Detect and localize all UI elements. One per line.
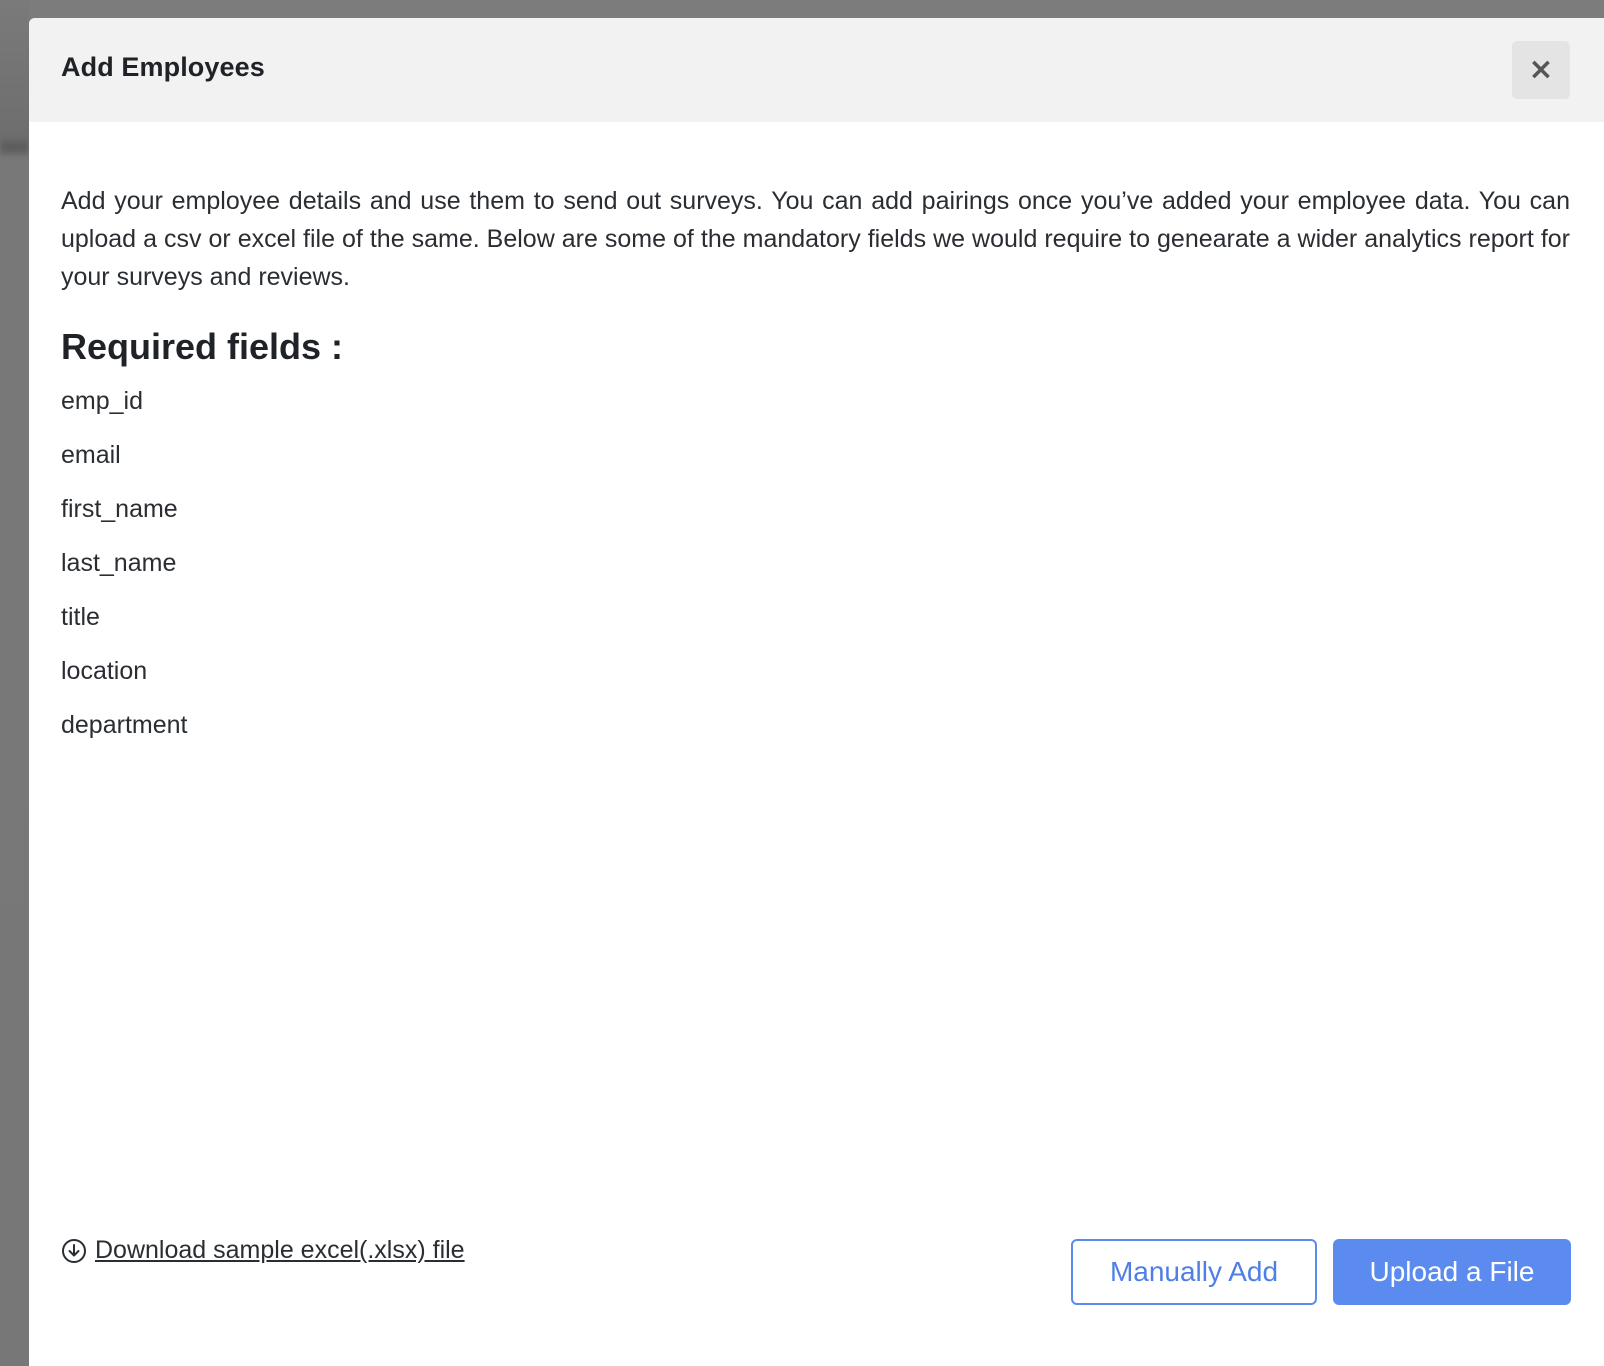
page-backdrop	[0, 0, 29, 1366]
download-sample-label: Download sample excel(.xlsx) file	[95, 1236, 465, 1264]
close-icon: ×	[1528, 52, 1554, 87]
modal-header	[29, 18, 1604, 122]
download-sample-link[interactable]	[61, 1236, 465, 1265]
add-employees-modal	[29, 18, 1604, 1366]
required-field-location: location	[61, 657, 148, 685]
manually-add-button[interactable]: Manually Add	[1071, 1239, 1317, 1305]
download-circle-icon	[61, 1238, 87, 1264]
upload-file-button[interactable]: Upload a File	[1333, 1239, 1571, 1305]
required-field-last-name: last_name	[61, 549, 177, 577]
required-field-email: email	[61, 441, 121, 469]
required-fields-heading: Required fields :	[61, 326, 344, 367]
intro-text: Add your employee details and use them to send out surveys. You can add pairings once you’ve added your employee data. You can upload a csv or excel file of the same. Below are some of the mandatory fields we would require to genearate a wider analytics report for your surveys and reviews.	[61, 187, 1570, 291]
required-field-title: title	[61, 603, 100, 631]
required-field-first-name: first_name	[61, 495, 178, 523]
close-button[interactable]	[1512, 41, 1570, 99]
required-field-emp-id: emp_id	[61, 387, 143, 415]
backdrop-divider	[0, 140, 29, 154]
required-field-department: department	[61, 711, 188, 739]
modal-title: Add Employees	[61, 52, 265, 82]
required-fields-list	[61, 385, 187, 763]
